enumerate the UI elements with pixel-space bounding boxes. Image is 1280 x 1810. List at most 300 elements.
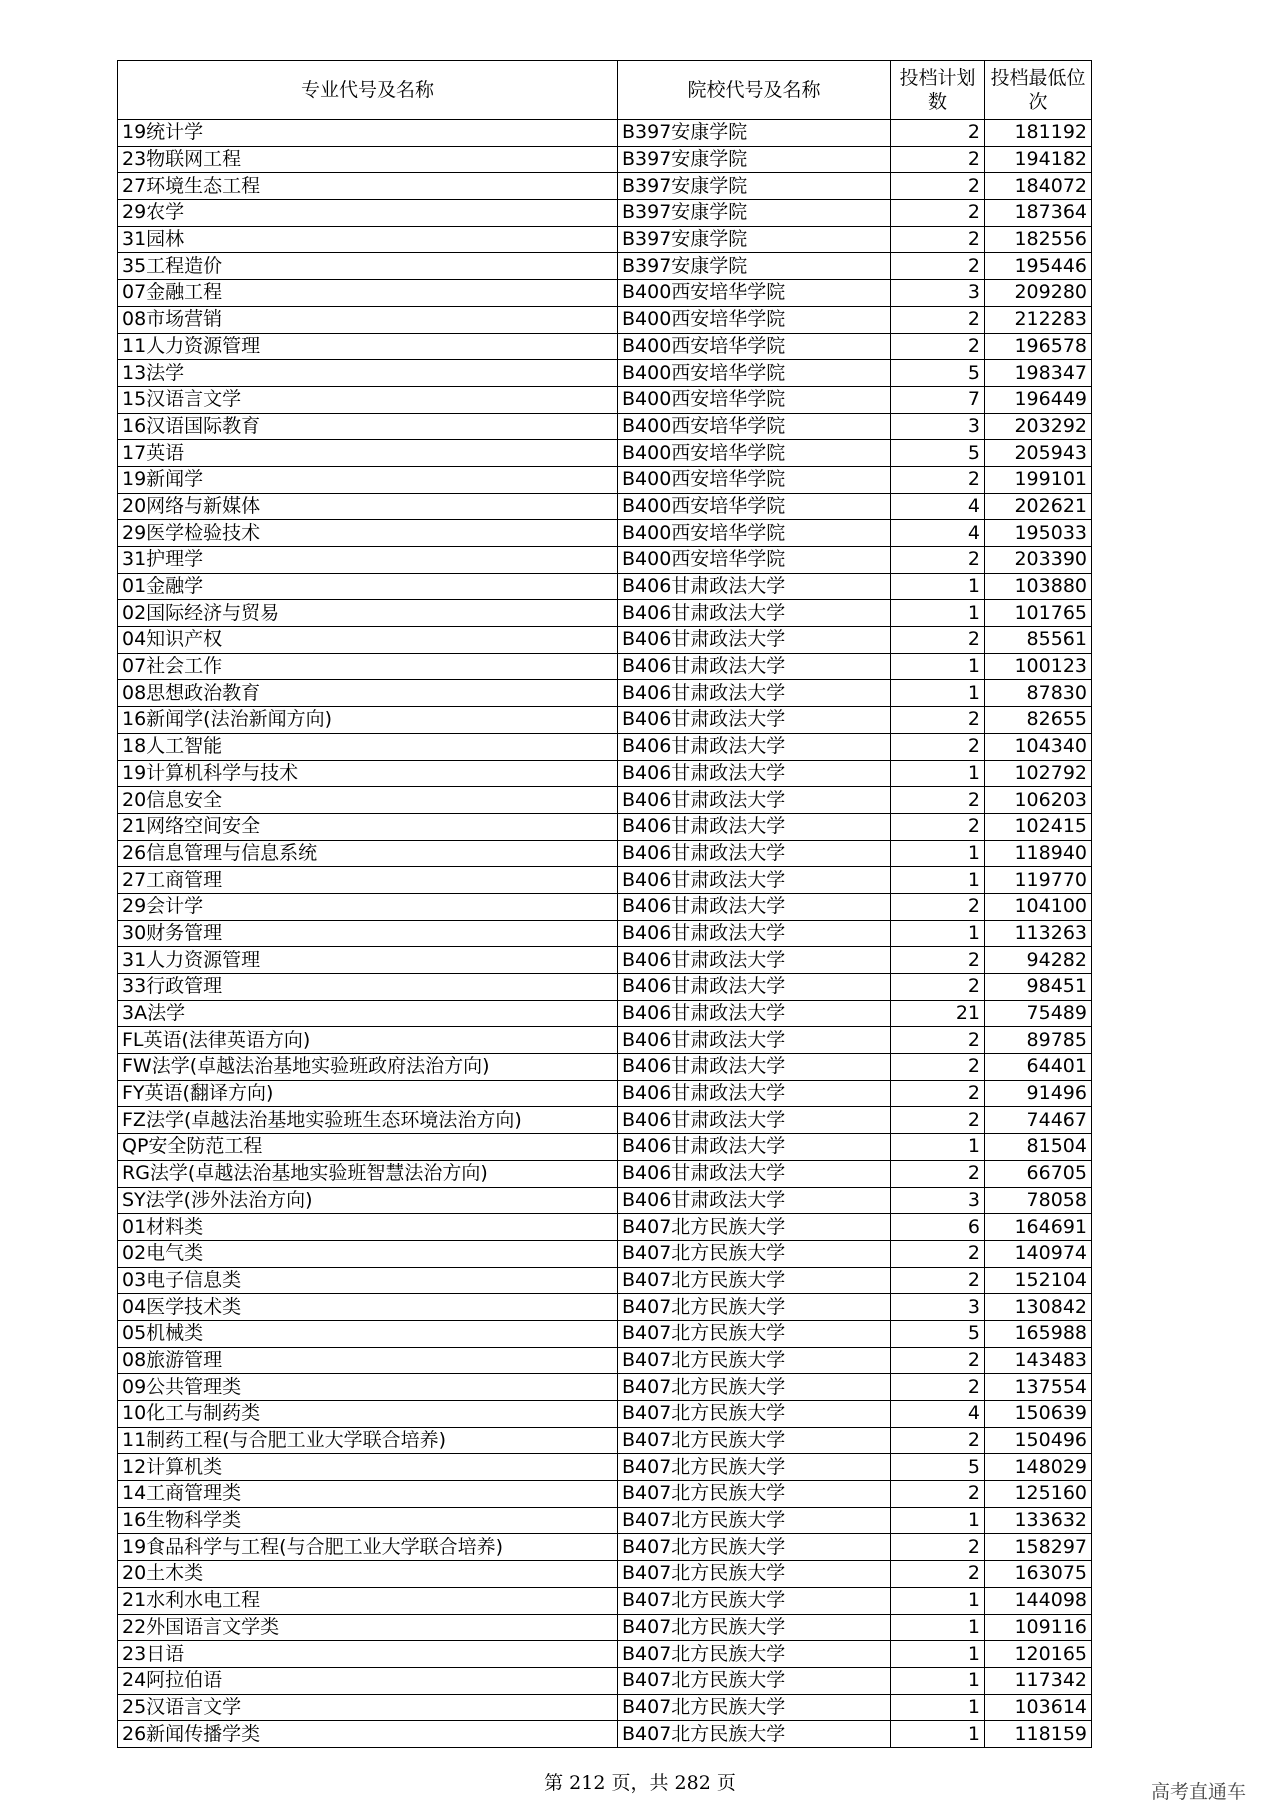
plan-cell: 1: [891, 680, 985, 707]
table-row: [118, 1080, 1092, 1107]
table-row: [118, 1374, 1092, 1401]
table-row: [118, 1107, 1092, 1134]
school-cell: B406甘肃政法大学: [618, 974, 891, 1001]
rank-cell: 203292: [985, 413, 1092, 440]
table-row: [118, 680, 1092, 707]
table-row: [118, 1054, 1092, 1081]
plan-cell: 5: [891, 1454, 985, 1481]
rank-cell: 198347: [985, 360, 1092, 387]
plan-cell: 4: [891, 1401, 985, 1428]
rank-cell: 148029: [985, 1454, 1092, 1481]
major-cell: 17英语: [118, 440, 618, 467]
major-cell: QP安全防范工程: [118, 1134, 618, 1161]
header-major: 专业代号及名称: [118, 61, 618, 120]
major-cell: 08旅游管理: [118, 1347, 618, 1374]
school-cell: B407北方民族大学: [618, 1641, 891, 1668]
plan-cell: 1: [891, 840, 985, 867]
table-row: [118, 466, 1092, 493]
rank-cell: 91496: [985, 1080, 1092, 1107]
plan-cell: 5: [891, 1320, 985, 1347]
plan-cell: 2: [891, 253, 985, 280]
plan-cell: 2: [891, 707, 985, 734]
school-cell: B407北方民族大学: [618, 1347, 891, 1374]
table-row: [118, 707, 1092, 734]
major-cell: 27环境生态工程: [118, 173, 618, 200]
header-rank: 投档最低位次: [985, 61, 1092, 120]
school-cell: B406甘肃政法大学: [618, 1160, 891, 1187]
major-cell: 12计算机类: [118, 1454, 618, 1481]
plan-cell: 3: [891, 1187, 985, 1214]
major-cell: 04医学技术类: [118, 1294, 618, 1321]
rank-cell: 85561: [985, 627, 1092, 654]
plan-cell: 2: [891, 947, 985, 974]
major-cell: 11人力资源管理: [118, 333, 618, 360]
plan-cell: 2: [891, 1240, 985, 1267]
plan-cell: 2: [891, 547, 985, 574]
rank-cell: 165988: [985, 1320, 1092, 1347]
table-row: [118, 787, 1092, 814]
school-cell: B400西安培华学院: [618, 386, 891, 413]
rank-cell: 74467: [985, 1107, 1092, 1134]
plan-cell: 2: [891, 1107, 985, 1134]
table-row: [118, 920, 1092, 947]
rank-cell: 78058: [985, 1187, 1092, 1214]
school-cell: B407北方民族大学: [618, 1721, 891, 1748]
school-cell: B400西安培华学院: [618, 520, 891, 547]
plan-cell: 1: [891, 1587, 985, 1614]
major-cell: 20网络与新媒体: [118, 493, 618, 520]
school-cell: B406甘肃政法大学: [618, 1107, 891, 1134]
school-cell: B400西安培华学院: [618, 306, 891, 333]
table-row: [118, 547, 1092, 574]
school-cell: B400西安培华学院: [618, 547, 891, 574]
school-cell: B397安康学院: [618, 146, 891, 173]
school-cell: B397安康学院: [618, 226, 891, 253]
school-cell: B406甘肃政法大学: [618, 920, 891, 947]
plan-cell: 1: [891, 573, 985, 600]
header-school: 院校代号及名称: [618, 61, 891, 120]
table-row: [118, 120, 1092, 147]
rank-cell: 133632: [985, 1507, 1092, 1534]
rank-cell: 101765: [985, 600, 1092, 627]
major-cell: 05机械类: [118, 1320, 618, 1347]
major-cell: 27工商管理: [118, 867, 618, 894]
rank-cell: 196449: [985, 386, 1092, 413]
rank-cell: 103614: [985, 1694, 1092, 1721]
school-cell: B407北方民族大学: [618, 1454, 891, 1481]
watermark: 高考直通车: [1151, 1781, 1247, 1803]
school-cell: B407北方民族大学: [618, 1240, 891, 1267]
school-cell: B407北方民族大学: [618, 1401, 891, 1428]
table-row: [118, 653, 1092, 680]
table-row: [118, 627, 1092, 654]
plan-cell: 2: [891, 120, 985, 147]
rank-cell: 150496: [985, 1427, 1092, 1454]
rank-cell: 102415: [985, 813, 1092, 840]
rank-cell: 184072: [985, 173, 1092, 200]
major-cell: 09公共管理类: [118, 1374, 618, 1401]
rank-cell: 98451: [985, 974, 1092, 1001]
table-row: [118, 1454, 1092, 1481]
major-cell: 15汉语言文学: [118, 386, 618, 413]
school-cell: B400西安培华学院: [618, 440, 891, 467]
rank-cell: 196578: [985, 333, 1092, 360]
major-cell: 07社会工作: [118, 653, 618, 680]
major-cell: 10化工与制药类: [118, 1401, 618, 1428]
table-row: [118, 1027, 1092, 1054]
rank-cell: 82655: [985, 707, 1092, 734]
plan-cell: 1: [891, 920, 985, 947]
major-cell: 22外国语言文学类: [118, 1614, 618, 1641]
rank-cell: 158297: [985, 1534, 1092, 1561]
rank-cell: 89785: [985, 1027, 1092, 1054]
major-cell: 29会计学: [118, 893, 618, 920]
table-row: [118, 947, 1092, 974]
major-cell: 16新闻学(法治新闻方向): [118, 707, 618, 734]
school-cell: B407北方民族大学: [618, 1294, 891, 1321]
table-row: [118, 600, 1092, 627]
table-row: [118, 1507, 1092, 1534]
school-cell: B407北方民族大学: [618, 1481, 891, 1508]
plan-cell: 2: [891, 1054, 985, 1081]
table-row: [118, 1240, 1092, 1267]
major-cell: 3A法学: [118, 1000, 618, 1027]
rank-cell: 81504: [985, 1134, 1092, 1161]
school-cell: B406甘肃政法大学: [618, 893, 891, 920]
major-cell: 29农学: [118, 200, 618, 227]
plan-cell: 2: [891, 974, 985, 1001]
major-cell: 23日语: [118, 1641, 618, 1668]
major-cell: 01金融学: [118, 573, 618, 600]
plan-cell: 4: [891, 493, 985, 520]
plan-cell: 1: [891, 867, 985, 894]
table-row: [118, 1694, 1092, 1721]
table-row: [118, 573, 1092, 600]
school-cell: B407北方民族大学: [618, 1427, 891, 1454]
school-cell: B407北方民族大学: [618, 1614, 891, 1641]
school-cell: B406甘肃政法大学: [618, 787, 891, 814]
rank-cell: 205943: [985, 440, 1092, 467]
plan-cell: 2: [891, 226, 985, 253]
plan-cell: 2: [891, 627, 985, 654]
rank-cell: 125160: [985, 1481, 1092, 1508]
rank-cell: 199101: [985, 466, 1092, 493]
plan-cell: 2: [891, 893, 985, 920]
major-cell: 19食品科学与工程(与合肥工业大学联合培养): [118, 1534, 618, 1561]
rank-cell: 104340: [985, 733, 1092, 760]
rank-cell: 64401: [985, 1054, 1092, 1081]
major-cell: 30财务管理: [118, 920, 618, 947]
plan-cell: 2: [891, 146, 985, 173]
rank-cell: 140974: [985, 1240, 1092, 1267]
table-row: [118, 200, 1092, 227]
school-cell: B397安康学院: [618, 120, 891, 147]
major-cell: FW法学(卓越法治基地实验班政府法治方向): [118, 1054, 618, 1081]
plan-cell: 1: [891, 1614, 985, 1641]
table-row: [118, 760, 1092, 787]
school-cell: B407北方民族大学: [618, 1507, 891, 1534]
rank-cell: 195446: [985, 253, 1092, 280]
plan-cell: 2: [891, 1561, 985, 1588]
table-row: [118, 1214, 1092, 1241]
major-cell: 11制药工程(与合肥工业大学联合培养): [118, 1427, 618, 1454]
table-row: [118, 1481, 1092, 1508]
table-row: [118, 1427, 1092, 1454]
page-number: 第 212 页，共 282 页: [544, 1772, 736, 1794]
plan-cell: 5: [891, 360, 985, 387]
major-cell: 25汉语言文学: [118, 1694, 618, 1721]
table-row: [118, 146, 1092, 173]
table-row: [118, 253, 1092, 280]
plan-cell: 3: [891, 413, 985, 440]
school-cell: B400西安培华学院: [618, 333, 891, 360]
school-cell: B406甘肃政法大学: [618, 600, 891, 627]
table-row: [118, 840, 1092, 867]
table-row: [118, 1187, 1092, 1214]
plan-cell: 1: [891, 1641, 985, 1668]
rank-cell: 66705: [985, 1160, 1092, 1187]
table-row: [118, 1160, 1092, 1187]
school-cell: B406甘肃政法大学: [618, 1187, 891, 1214]
table-row: [118, 1587, 1092, 1614]
rank-cell: 118940: [985, 840, 1092, 867]
school-cell: B407北方民族大学: [618, 1694, 891, 1721]
plan-cell: 3: [891, 280, 985, 307]
rank-cell: 120165: [985, 1641, 1092, 1668]
school-cell: B406甘肃政法大学: [618, 653, 891, 680]
table-row: [118, 413, 1092, 440]
rank-cell: 102792: [985, 760, 1092, 787]
rank-cell: 117342: [985, 1667, 1092, 1694]
school-cell: B406甘肃政法大学: [618, 1080, 891, 1107]
table-row: [118, 280, 1092, 307]
rank-cell: 144098: [985, 1587, 1092, 1614]
table-row: [118, 867, 1092, 894]
rank-cell: 119770: [985, 867, 1092, 894]
school-cell: B407北方民族大学: [618, 1667, 891, 1694]
major-cell: FZ法学(卓越法治基地实验班生态环境法治方向): [118, 1107, 618, 1134]
plan-cell: 2: [891, 1080, 985, 1107]
plan-cell: 2: [891, 466, 985, 493]
major-cell: 08思想政治教育: [118, 680, 618, 707]
major-cell: 03电子信息类: [118, 1267, 618, 1294]
major-cell: 19计算机科学与技术: [118, 760, 618, 787]
rank-cell: 150639: [985, 1401, 1092, 1428]
rank-cell: 163075: [985, 1561, 1092, 1588]
school-cell: B400西安培华学院: [618, 413, 891, 440]
rank-cell: 100123: [985, 653, 1092, 680]
plan-cell: 1: [891, 600, 985, 627]
rank-cell: 152104: [985, 1267, 1092, 1294]
plan-cell: 1: [891, 1507, 985, 1534]
rank-cell: 130842: [985, 1294, 1092, 1321]
plan-cell: 2: [891, 333, 985, 360]
school-cell: B406甘肃政法大学: [618, 573, 891, 600]
major-cell: 35工程造价: [118, 253, 618, 280]
rank-cell: 212283: [985, 306, 1092, 333]
table-body: [118, 120, 1092, 1748]
major-cell: 24阿拉伯语: [118, 1667, 618, 1694]
rank-cell: 203390: [985, 547, 1092, 574]
school-cell: B407北方民族大学: [618, 1587, 891, 1614]
major-cell: 23物联网工程: [118, 146, 618, 173]
table-header-row: [118, 61, 1092, 120]
school-cell: B406甘肃政法大学: [618, 947, 891, 974]
plan-cell: 21: [891, 1000, 985, 1027]
major-cell: 04知识产权: [118, 627, 618, 654]
school-cell: B400西安培华学院: [618, 280, 891, 307]
rank-cell: 194182: [985, 146, 1092, 173]
plan-cell: 2: [891, 1027, 985, 1054]
plan-cell: 2: [891, 813, 985, 840]
rank-cell: 202621: [985, 493, 1092, 520]
table-row: [118, 1561, 1092, 1588]
plan-cell: 2: [891, 733, 985, 760]
table-row: [118, 306, 1092, 333]
table-row: [118, 1721, 1092, 1748]
school-cell: B407北方民族大学: [618, 1561, 891, 1588]
school-cell: B407北方民族大学: [618, 1214, 891, 1241]
plan-cell: 2: [891, 173, 985, 200]
school-cell: B406甘肃政法大学: [618, 707, 891, 734]
major-cell: 14工商管理类: [118, 1481, 618, 1508]
school-cell: B406甘肃政法大学: [618, 1054, 891, 1081]
major-cell: 26信息管理与信息系统: [118, 840, 618, 867]
rank-cell: 103880: [985, 573, 1092, 600]
plan-cell: 1: [891, 1721, 985, 1748]
plan-cell: 2: [891, 1481, 985, 1508]
school-cell: B406甘肃政法大学: [618, 733, 891, 760]
plan-cell: 1: [891, 1667, 985, 1694]
major-cell: FL英语(法律英语方向): [118, 1027, 618, 1054]
plan-cell: 2: [891, 1427, 985, 1454]
major-cell: 13法学: [118, 360, 618, 387]
admission-table: [117, 60, 1092, 1748]
table-row: [118, 1667, 1092, 1694]
major-cell: SY法学(涉外法治方向): [118, 1187, 618, 1214]
major-cell: 16生物科学类: [118, 1507, 618, 1534]
school-cell: B406甘肃政法大学: [618, 627, 891, 654]
major-cell: 29医学检验技术: [118, 520, 618, 547]
table-row: [118, 1000, 1092, 1027]
major-cell: 31园林: [118, 226, 618, 253]
rank-cell: 182556: [985, 226, 1092, 253]
table-row: [118, 520, 1092, 547]
major-cell: 02电气类: [118, 1240, 618, 1267]
rank-cell: 113263: [985, 920, 1092, 947]
rank-cell: 104100: [985, 893, 1092, 920]
table-row: [118, 974, 1092, 1001]
plan-cell: 2: [891, 200, 985, 227]
rank-cell: 143483: [985, 1347, 1092, 1374]
rank-cell: 94282: [985, 947, 1092, 974]
major-cell: 18人工智能: [118, 733, 618, 760]
school-cell: B406甘肃政法大学: [618, 1134, 891, 1161]
school-cell: B400西安培华学院: [618, 466, 891, 493]
plan-cell: 1: [891, 760, 985, 787]
plan-cell: 1: [891, 1694, 985, 1721]
plan-cell: 2: [891, 1160, 985, 1187]
header-plan: 投档计划数: [891, 61, 985, 120]
table-row: [118, 813, 1092, 840]
major-cell: 21水利水电工程: [118, 1587, 618, 1614]
major-cell: 21网络空间安全: [118, 813, 618, 840]
plan-cell: 2: [891, 1534, 985, 1561]
rank-cell: 164691: [985, 1214, 1092, 1241]
table-row: [118, 360, 1092, 387]
plan-cell: 2: [891, 306, 985, 333]
school-cell: B406甘肃政法大学: [618, 760, 891, 787]
table-row: [118, 173, 1092, 200]
school-cell: B406甘肃政法大学: [618, 813, 891, 840]
plan-cell: 3: [891, 1294, 985, 1321]
school-cell: B407北方民族大学: [618, 1534, 891, 1561]
major-cell: 20信息安全: [118, 787, 618, 814]
table-row: [118, 1614, 1092, 1641]
table-row: [118, 1320, 1092, 1347]
table-row: [118, 1641, 1092, 1668]
plan-cell: 2: [891, 1347, 985, 1374]
table-row: [118, 1401, 1092, 1428]
major-cell: FY英语(翻译方向): [118, 1080, 618, 1107]
school-cell: B397安康学院: [618, 253, 891, 280]
rank-cell: 106203: [985, 787, 1092, 814]
school-cell: B406甘肃政法大学: [618, 1027, 891, 1054]
major-cell: 16汉语国际教育: [118, 413, 618, 440]
plan-cell: 7: [891, 386, 985, 413]
school-cell: B397安康学院: [618, 173, 891, 200]
table-row: [118, 333, 1092, 360]
school-cell: B406甘肃政法大学: [618, 840, 891, 867]
plan-cell: 4: [891, 520, 985, 547]
table-row: [118, 1294, 1092, 1321]
table-row: [118, 493, 1092, 520]
school-cell: B400西安培华学院: [618, 360, 891, 387]
school-cell: B407北方民族大学: [618, 1320, 891, 1347]
rank-cell: 109116: [985, 1614, 1092, 1641]
plan-cell: 2: [891, 1374, 985, 1401]
plan-cell: 5: [891, 440, 985, 467]
major-cell: 01材料类: [118, 1214, 618, 1241]
major-cell: 02国际经济与贸易: [118, 600, 618, 627]
rank-cell: 87830: [985, 680, 1092, 707]
rank-cell: 137554: [985, 1374, 1092, 1401]
table-row: [118, 1347, 1092, 1374]
plan-cell: 2: [891, 1267, 985, 1294]
school-cell: B406甘肃政法大学: [618, 1000, 891, 1027]
school-cell: B397安康学院: [618, 200, 891, 227]
table-row: [118, 226, 1092, 253]
rank-cell: 187364: [985, 200, 1092, 227]
rank-cell: 195033: [985, 520, 1092, 547]
plan-cell: 6: [891, 1214, 985, 1241]
rank-cell: 118159: [985, 1721, 1092, 1748]
table-row: [118, 1534, 1092, 1561]
major-cell: 20土木类: [118, 1561, 618, 1588]
major-cell: 19新闻学: [118, 466, 618, 493]
rank-cell: 181192: [985, 120, 1092, 147]
table-row: [118, 440, 1092, 467]
major-cell: 31护理学: [118, 547, 618, 574]
major-cell: 26新闻传播学类: [118, 1721, 618, 1748]
major-cell: 19统计学: [118, 120, 618, 147]
major-cell: 33行政管理: [118, 974, 618, 1001]
table-row: [118, 386, 1092, 413]
school-cell: B407北方民族大学: [618, 1374, 891, 1401]
rank-cell: 75489: [985, 1000, 1092, 1027]
plan-cell: 1: [891, 1134, 985, 1161]
major-cell: 08市场营销: [118, 306, 618, 333]
